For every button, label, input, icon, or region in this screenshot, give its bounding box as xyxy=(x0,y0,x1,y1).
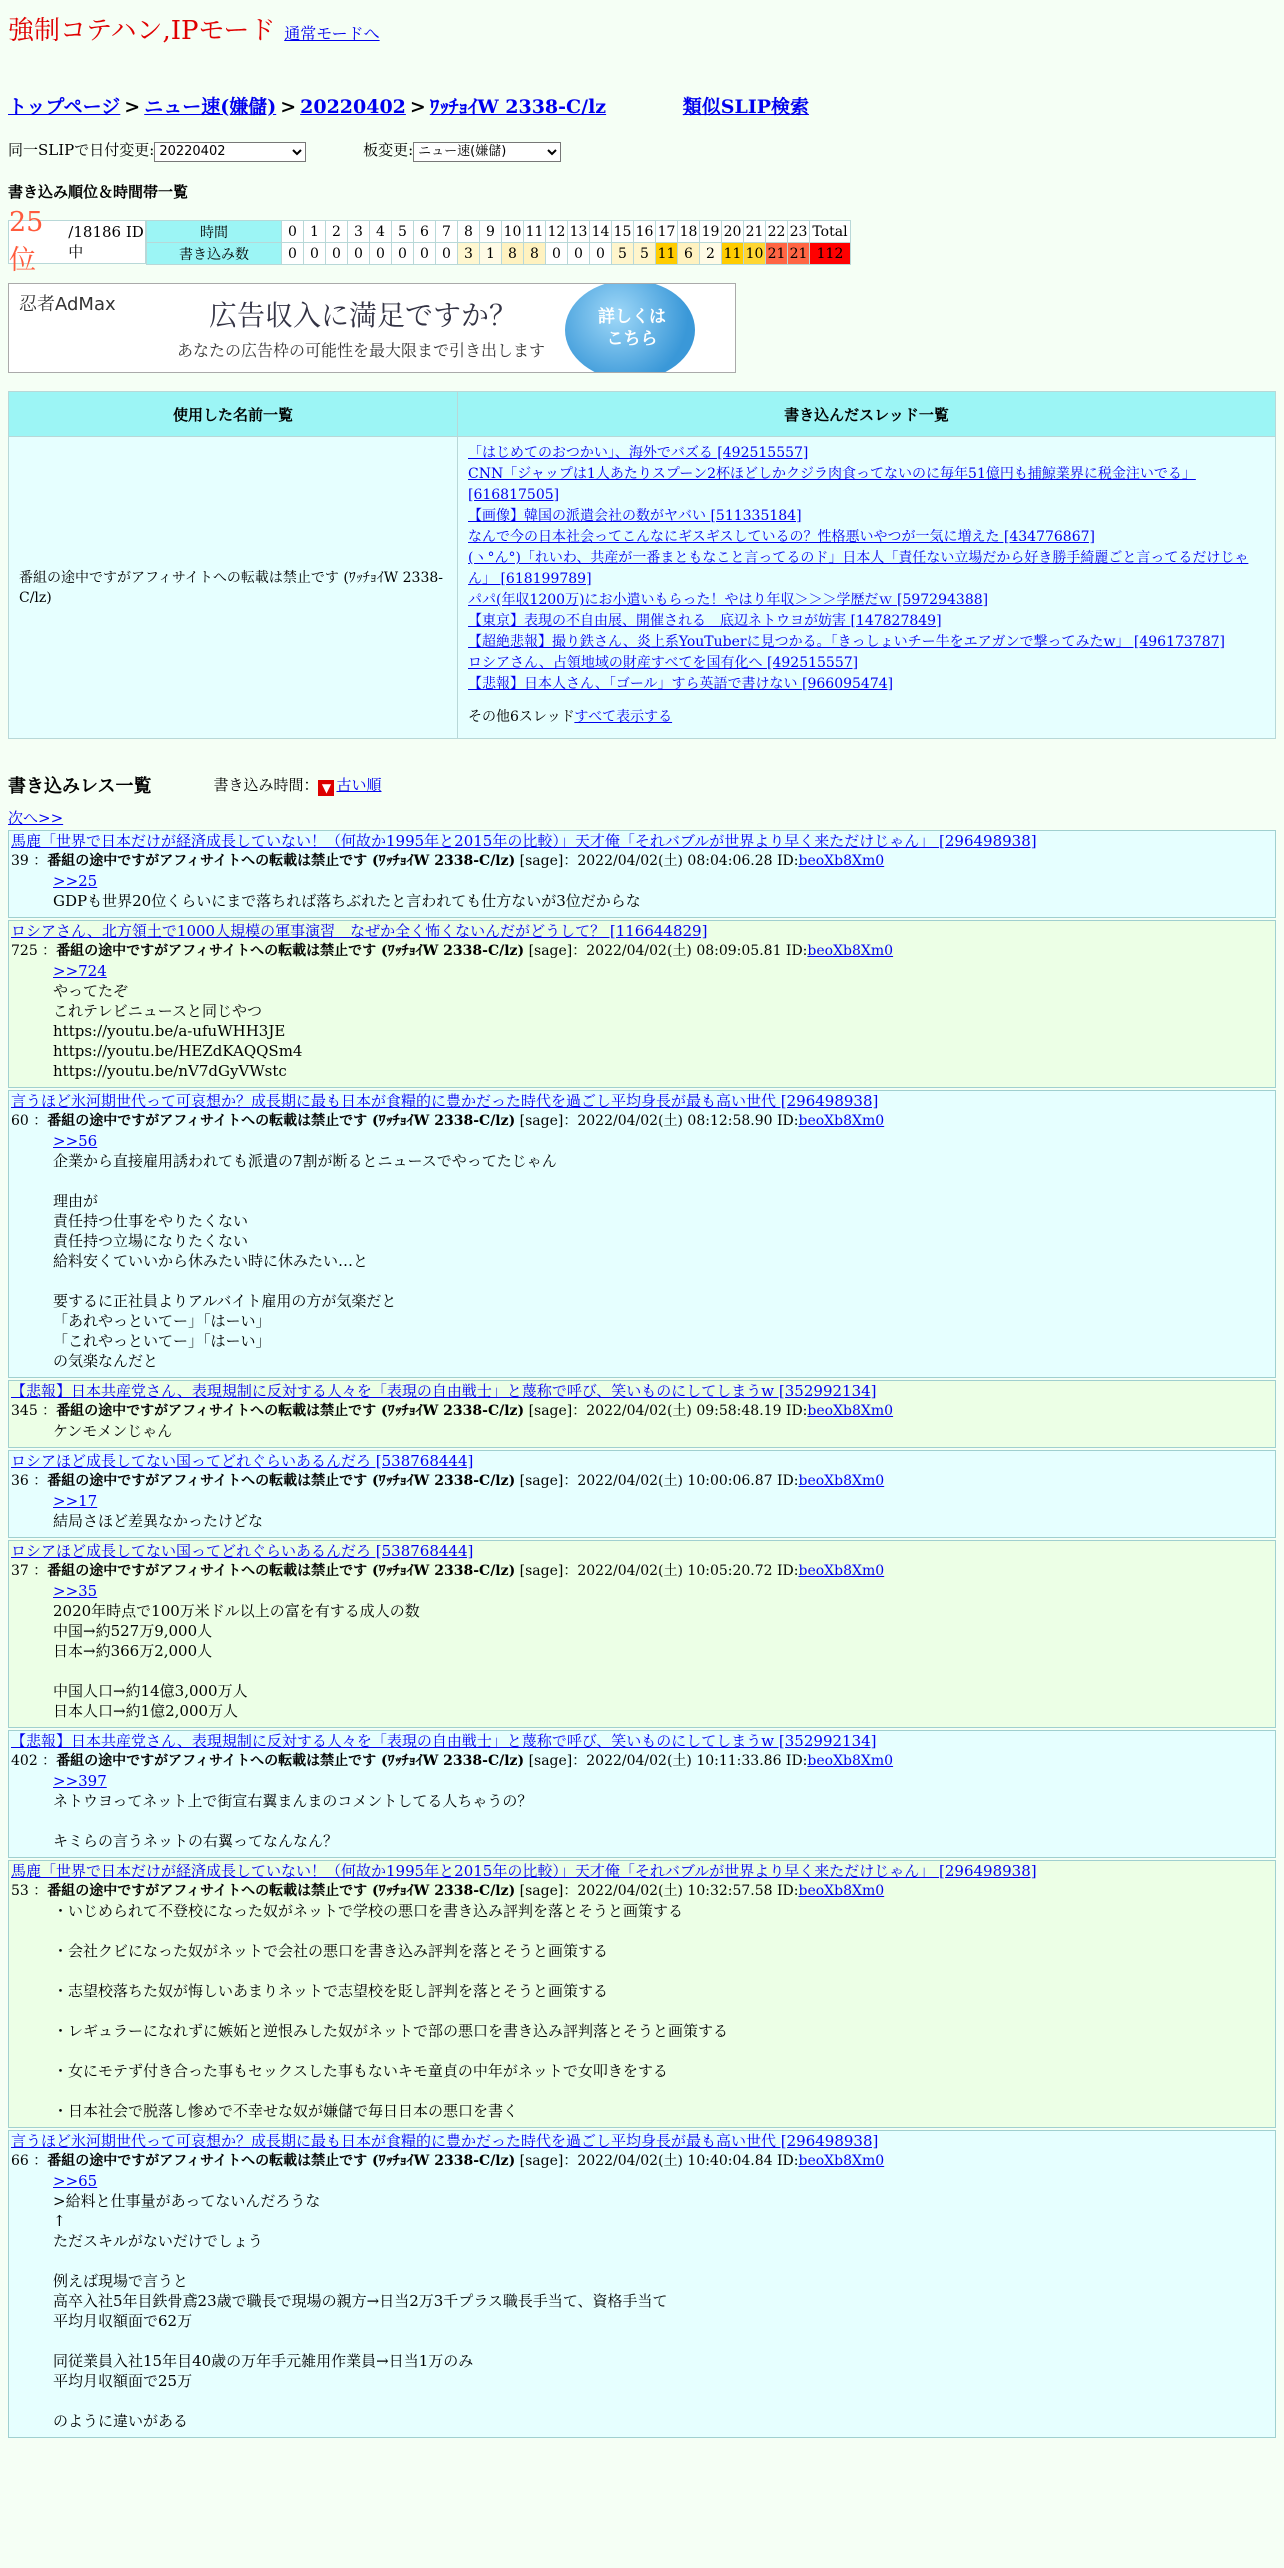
post-item xyxy=(8,830,1276,918)
thread-link[interactable]: 【画像】韓国の派遣会社の数がヤバい [511335184] xyxy=(468,508,802,524)
reply-anchor-link[interactable]: >>397 xyxy=(53,1772,107,1790)
show-all-threads-link[interactable]: すべて表示する xyxy=(574,709,673,725)
post-author-name: 番組の途中ですがアフィサイトへの転載は禁止です (ﾜｯﾁｮｲW 2338-C/lz) xyxy=(47,853,516,869)
post-date: [sage]：2022/04/02(土) 08:09:05.81 ID: xyxy=(528,943,808,959)
post-item xyxy=(8,1540,1276,1728)
count-cell: 0 xyxy=(326,243,348,265)
post-meta: 53 ：番組の途中ですがアフィサイトへの転載は禁止です (ﾜｯﾁｮｲW 2338-C/lz) [sage]：2022/04/02(土) 10:32:57.58 ID:beoXb8Xm0 xyxy=(11,1883,885,1899)
post-date: [sage]：2022/04/02(土) 08:04:06.28 ID: xyxy=(519,853,799,869)
post-text: ケンモメンじゃん xyxy=(53,1422,173,1440)
post-number: 37 xyxy=(11,1563,29,1579)
hour-cell: 2 xyxy=(326,221,348,243)
thread-link[interactable]: 「はじめてのおつかい」、海外でバズる [492515557] xyxy=(468,445,809,461)
count-cell: 8 xyxy=(502,243,524,265)
ad-banner[interactable] xyxy=(8,283,736,373)
hour-cell: 18 xyxy=(678,221,700,243)
thread-list-cell xyxy=(458,437,1276,739)
post-author-name: 番組の途中ですがアフィサイトへの転載は禁止です (ﾜｯﾁｮｲW 2338-C/lz) xyxy=(47,1883,516,1899)
post-id-link[interactable]: beoXb8Xm0 xyxy=(798,1883,885,1899)
reply-anchor-link[interactable]: >>65 xyxy=(53,2172,98,2190)
post-id-link[interactable]: beoXb8Xm0 xyxy=(807,1403,894,1419)
hour-cell: 5 xyxy=(392,221,414,243)
mode-title: 強制コテハン,IPモード xyxy=(8,16,276,46)
hour-cell: 14 xyxy=(590,221,612,243)
thread-link[interactable]: 【悲報】日本人さん、「ゴール」すら英語で書けない [966095474] xyxy=(468,676,894,692)
post-item xyxy=(8,1730,1276,1858)
breadcrumb-board-link[interactable]: ニュー速(嫌儲) xyxy=(144,96,277,118)
ad-detail-button[interactable]: 詳しくはこちら xyxy=(598,307,666,349)
other-threads-count: その他6スレッド xyxy=(468,709,575,725)
post-body xyxy=(11,871,1273,911)
post-thread-link[interactable]: ロシアほど成長してない国ってどれぐらいあるんだろ [538768444] xyxy=(11,1452,474,1470)
hourly-table xyxy=(146,220,851,265)
post-number: 725 xyxy=(11,943,38,959)
post-thread-link[interactable]: 言うほど氷河期世代って可哀想か？成長期に最も日本が食糧的に豊かだった時代を過ごし平均身長が最も高い世代 [296498938] xyxy=(11,2132,879,2150)
breadcrumb xyxy=(8,92,1276,119)
hour-cell: 9 xyxy=(480,221,502,243)
post-body xyxy=(11,2171,1273,2431)
hour-cell: 13 xyxy=(568,221,590,243)
post-number: 36 xyxy=(11,1473,29,1489)
count-cell: 6 xyxy=(678,243,700,265)
hour-cell: 19 xyxy=(700,221,722,243)
post-text: >給料と仕事量があってないんだろうな ↑ ただスキルがないだけでしょう 例えば現場で言うと 高卒入社5年目鉄骨鳶23歳で職長で現場の親方→日当2万3千プラス職長手当て、資格手当て 平均月収額面で62万 同従業員入社15年目40歳の万年手元雑用作業員→日当1万のみ 平均月収額面で25万 のように違いがある xyxy=(53,2192,668,2430)
post-thread-link[interactable]: 馬鹿「世界で日本だけが経済成長していない！（何故か1995年と2015年の比較）」天才俺「それバブルが世界より早く来ただけじゃん」 [296498938] xyxy=(11,832,1037,850)
count-cell: 0 xyxy=(304,243,326,265)
post-number: 53 xyxy=(11,1883,29,1899)
hour-cell: 3 xyxy=(348,221,370,243)
post-meta: 66 ：番組の途中ですがアフィサイトへの転載は禁止です (ﾜｯﾁｮｲW 2338-C/lz) [sage]：2022/04/02(土) 10:40:04.84 ID:beoXb8Xm0 xyxy=(11,2153,885,2169)
sort-time-label: 書き込み時間： xyxy=(213,776,319,794)
thread-link[interactable]: CNN「ジャップは1人あたりスプーン2杯ほどしかクジラ肉食ってないのに毎年51億円も捕鯨業界に税金注いでる」 [616817505] xyxy=(468,466,1196,503)
post-item xyxy=(8,1860,1276,2128)
posts-title: 書き込みレス一覧 xyxy=(8,776,152,797)
mode-header xyxy=(8,10,1276,46)
hour-cell: 10 xyxy=(502,221,524,243)
post-meta: 402 ：番組の途中ですがアフィサイトへの転載は禁止です (ﾜｯﾁｮｲW 2338-C/lz) [sage]：2022/04/02(土) 10:11:33.86 ID:beoXb8Xm0 xyxy=(11,1753,894,1769)
count-cell: 11 xyxy=(656,243,678,265)
breadcrumb-slip-link[interactable]: ﾜｯﾁｮｲW 2338-C/lz xyxy=(429,96,607,118)
date-select[interactable] xyxy=(154,142,306,162)
post-body xyxy=(11,1491,1273,1531)
count-cell: 0 xyxy=(590,243,612,265)
post-text: GDPも世界20位くらいにまで落ちれば落ちぶれたと言われても仕方ないが3位だからな xyxy=(53,892,641,910)
hour-cell: 7 xyxy=(436,221,458,243)
reply-anchor-link[interactable]: >>17 xyxy=(53,1492,98,1510)
count-cell: 8 xyxy=(524,243,546,265)
date-change-label: 同一SLIPで日付変更: xyxy=(8,141,155,159)
post-author-name: 番組の途中ですがアフィサイトへの転載は禁止です (ﾜｯﾁｮｲW 2338-C/lz) xyxy=(47,1563,516,1579)
thread-link[interactable]: 【東京】表現の不自由展、開催される 底辺ネトウヨが妨害 [147827849] xyxy=(468,613,942,629)
thread-link[interactable]: 【超絶悲報】撮り鉄さん、炎上系YouTuberに見つかる。「きっしょいチー牛をエアガンで撃ってみたw」 [496173787] xyxy=(468,634,1225,650)
reply-anchor-link[interactable]: >>35 xyxy=(53,1582,98,1600)
post-date: [sage]：2022/04/02(土) 10:11:33.86 ID: xyxy=(528,1753,808,1769)
post-thread-link[interactable]: 【悲報】日本共産党さん、表現規制に反対する人々を「表現の自由戦士」と蔑称で呼び、笑いものにしてしまうw [352992134] xyxy=(11,1732,877,1750)
thread-list xyxy=(468,443,1265,695)
post-author-name: 番組の途中ですがアフィサイトへの転載は禁止です (ﾜｯﾁｮｲW 2338-C/lz) xyxy=(56,943,525,959)
post-date: [sage]：2022/04/02(土) 10:00:06.87 ID: xyxy=(519,1473,799,1489)
count-cell: 0 xyxy=(568,243,590,265)
post-list xyxy=(8,830,1276,2438)
post-meta: 345 ：番組の途中ですがアフィサイトへの転載は禁止です (ﾜｯﾁｮｲW 2338-C/lz) [sage]：2022/04/02(土) 09:58:48.19 ID:beoXb8Xm0 xyxy=(11,1403,894,1419)
ranking-row xyxy=(8,207,1276,276)
rank-number: 25 位 xyxy=(9,207,44,276)
rank-total: /18186 ID中 xyxy=(68,222,144,261)
rank-cell xyxy=(8,207,146,276)
post-body xyxy=(11,961,1273,1081)
post-text: 結局さほど差異なかったけどな xyxy=(53,1512,264,1530)
post-number: 60 xyxy=(11,1113,29,1129)
thread-link[interactable]: (ヽ°ん°)「れいわ、共産が一番まともなこと言ってるのド」日本人「責任ない立場だから好き勝手綺麗ごと言ってるだけじゃん」 [618199789] xyxy=(468,550,1249,587)
count-cell: 1 xyxy=(480,243,502,265)
post-body xyxy=(11,1901,1273,2121)
breadcrumb-top-link[interactable]: トップページ xyxy=(8,96,121,118)
post-meta: 39 ：番組の途中ですがアフィサイトへの転載は禁止です (ﾜｯﾁｮｲW 2338-C/lz) [sage]：2022/04/02(土) 08:04:06.28 ID:beoXb8Xm0 xyxy=(11,853,885,869)
hour-cell: 15 xyxy=(612,221,634,243)
sort-oldest-link[interactable]: 古い順 xyxy=(336,776,382,794)
post-date: [sage]：2022/04/02(土) 09:58:48.19 ID: xyxy=(528,1403,808,1419)
post-text: ・いじめられて不登校になった奴がネットで学校の悪口を書き込み評判を落とそうと画策する ・会社クビになった奴がネットで会社の悪口を書き込み評判を落とそうと画策する ・志望校落ちた奴が悔しいあまりネットで志望校を貶し評判を落とそうと画策する ・レギュラーになれずに嫉妬と逆恨みした奴がネットで部の悪口を書き込み評判落とそうと画策する ・女にモテず付き合った事もセックスした事もないキモ童貞の中年がネットで女叩きをする ・日本社会で脱落し惨めで不幸せな奴が嫌儲で毎日日本の悪口を書く xyxy=(53,1902,729,2120)
hour-cell: 23 xyxy=(788,221,810,243)
hour-cell: 8 xyxy=(458,221,480,243)
count-cell: 5 xyxy=(612,243,634,265)
sort-down-icon: ▼ xyxy=(318,780,334,796)
hour-cell: 1 xyxy=(304,221,326,243)
breadcrumb-date-link[interactable]: 20220402 xyxy=(300,96,406,118)
ranking-heading: 書き込み順位＆時間帯一覧 xyxy=(8,183,189,201)
hours-label: 時間 xyxy=(147,221,282,243)
post-body xyxy=(11,1771,1273,1851)
hour-cell: Total xyxy=(810,221,851,243)
post-id-link[interactable]: beoXb8Xm0 xyxy=(798,1473,885,1489)
hour-cell: 16 xyxy=(634,221,656,243)
next-page-link[interactable]: 次へ>> xyxy=(8,809,64,827)
threads-column-header: 書き込んだスレッド一覧 xyxy=(458,392,1276,437)
sort-label xyxy=(213,774,381,796)
post-id-link[interactable]: beoXb8Xm0 xyxy=(807,1753,894,1769)
used-name: 番組の途中ですがアフィサイトへの転載は禁止です (ﾜｯﾁｮｲW 2338-C/lz) xyxy=(9,437,458,739)
board-change-label: 板変更: xyxy=(363,141,414,159)
post-number: 66 xyxy=(11,2153,29,2169)
count-cell: 2 xyxy=(700,243,722,265)
hour-cell: 4 xyxy=(370,221,392,243)
post-author-name: 番組の途中ですがアフィサイトへの転載は禁止です (ﾜｯﾁｮｲW 2338-C/lz) xyxy=(47,1473,516,1489)
hour-cell: 0 xyxy=(282,221,304,243)
count-cell: 10 xyxy=(744,243,766,265)
post-date: [sage]：2022/04/02(土) 10:32:57.58 ID: xyxy=(519,1883,799,1899)
post-id-link[interactable]: beoXb8Xm0 xyxy=(798,1113,885,1129)
count-cell: 21 xyxy=(788,243,810,265)
counts-row xyxy=(147,243,851,265)
post-body xyxy=(11,1131,1273,1371)
post-thread-link[interactable]: 馬鹿「世界で日本だけが経済成長していない！（何故か1995年と2015年の比較）」天才俺「それバブルが世界より早く来ただけじゃん」 [296498938] xyxy=(11,1862,1037,1880)
ad-headline: 広告収入に満足ですか？ xyxy=(209,299,518,332)
post-item xyxy=(8,920,1276,1088)
reply-anchor-link[interactable]: >>724 xyxy=(53,962,107,980)
post-body xyxy=(11,1581,1273,1721)
reply-anchor-link[interactable]: >>25 xyxy=(53,872,98,890)
count-cell: 112 xyxy=(810,243,851,265)
post-text: 2020年時点で100万米ドル以上の富を有する成人の数 中国→約527万9,000人 日本→約366万2,000人 中国人口→約14億3,000万人 日本人口→約1億2,000万人 xyxy=(53,1602,420,1720)
post-text: 企業から直接雇用誘われても派遣の7割が断るとニュースでやってたじゃん 理由が 責任持つ仕事をやりたくない 責任持つ立場になりたくない 給料安くていいから休みたい時に休みたい…と 要するに正社員よりアルバイト雇用の方が気楽だと 「あれやっといてー」「はーい」 「これやっといてー」「はーい」 の気楽なんだと xyxy=(53,1152,557,1370)
post-body xyxy=(11,1421,1273,1441)
count-cell: 0 xyxy=(436,243,458,265)
board-select[interactable] xyxy=(413,142,561,162)
counts-label: 書き込み数 xyxy=(147,243,282,265)
post-thread-link[interactable]: 【悲報】日本共産党さん、表現規制に反対する人々を「表現の自由戦士」と蔑称で呼び、笑いものにしてしまうw [352992134] xyxy=(11,1382,877,1400)
select-row xyxy=(8,139,1276,165)
count-cell: 0 xyxy=(370,243,392,265)
post-text: やってたぞ これテレビニュースと同じやつ https://youtu.be/a-ufuWHH3JE https://youtu.be/HEZdKAQQSm4 https://youtu.be/nV7dGyVWstc xyxy=(53,982,303,1080)
post-text: ネトウヨってネット上で街宣右翼まんまのコメントしてる人ちゃうの？ キミらの言うネットの右翼ってなんなん？ xyxy=(53,1792,533,1850)
post-item xyxy=(8,1090,1276,1378)
thread-link[interactable]: ロシアさん、占領地域の財産すべてを国有化へ [492515557] xyxy=(468,655,859,671)
post-thread-link[interactable]: ロシアさん、北方領土で1000人規模の軍事演習 なぜか全く怖くないんだがどうして？ [116644829] xyxy=(11,922,708,940)
names-threads-table xyxy=(8,391,1276,739)
breadcrumb-separator: > xyxy=(124,96,141,118)
post-number: 402 xyxy=(11,1753,38,1769)
normal-mode-link[interactable]: 通常モードへ xyxy=(284,24,380,43)
post-item xyxy=(8,2130,1276,2438)
hour-cell: 20 xyxy=(722,221,744,243)
count-cell: 0 xyxy=(392,243,414,265)
count-cell: 0 xyxy=(414,243,436,265)
post-id-link[interactable]: beoXb8Xm0 xyxy=(798,2153,885,2169)
hour-cell: 11 xyxy=(524,221,546,243)
count-cell: 3 xyxy=(458,243,480,265)
breadcrumb-separator: > xyxy=(409,96,426,118)
post-meta: 725 ：番組の途中ですがアフィサイトへの転載は禁止です (ﾜｯﾁｮｲW 2338-C/lz) [sage]：2022/04/02(土) 08:09:05.81 ID:beoXb8Xm0 xyxy=(11,943,894,959)
hour-cell: 12 xyxy=(546,221,568,243)
post-item xyxy=(8,1450,1276,1538)
post-date: [sage]：2022/04/02(土) 08:12:58.90 ID: xyxy=(519,1113,799,1129)
names-column-header: 使用した名前一覧 xyxy=(9,392,458,437)
hour-cell: 6 xyxy=(414,221,436,243)
count-cell: 0 xyxy=(546,243,568,265)
breadcrumb-separator: > xyxy=(280,96,297,118)
post-meta: 60 ：番組の途中ですがアフィサイトへの転載は禁止です (ﾜｯﾁｮｲW 2338-C/lz) [sage]：2022/04/02(土) 08:12:58.90 ID:beoXb8Xm0 xyxy=(11,1113,885,1129)
count-cell: 5 xyxy=(634,243,656,265)
post-number: 39 xyxy=(11,853,29,869)
count-cell: 0 xyxy=(348,243,370,265)
count-cell: 11 xyxy=(722,243,744,265)
post-id-link[interactable]: beoXb8Xm0 xyxy=(807,943,894,959)
post-author-name: 番組の途中ですがアフィサイトへの転載は禁止です (ﾜｯﾁｮｲW 2338-C/lz) xyxy=(56,1753,525,1769)
ad-subtext: あなたの広告枠の可能性を最大限まで引き出します xyxy=(177,341,546,360)
post-author-name: 番組の途中ですがアフィサイトへの転載は禁止です (ﾜｯﾁｮｲW 2338-C/lz) xyxy=(47,2153,516,2169)
hour-cell: 22 xyxy=(766,221,788,243)
post-date: [sage]：2022/04/02(土) 10:40:04.84 ID: xyxy=(519,2153,799,2169)
thread-link[interactable]: パパ(年収1200万)にお小遣いもらった！やはり年収＞＞＞学歴だｗ [597294388] xyxy=(468,592,989,608)
ad-brand: 忍者AdMax xyxy=(19,294,116,315)
post-meta: 37 ：番組の途中ですがアフィサイトへの転載は禁止です (ﾜｯﾁｮｲW 2338-C/lz) [sage]：2022/04/02(土) 10:05:20.72 ID:beoXb8Xm0 xyxy=(11,1563,885,1579)
thread-link[interactable]: なんで今の日本社会ってこんなにギスギスしているの？性格悪いやつが一気に増えた [434776867] xyxy=(468,529,1095,545)
post-thread-link[interactable]: 言うほど氷河期世代って可哀想か？成長期に最も日本が食糧的に豊かだった時代を過ごし平均身長が最も高い世代 [296498938] xyxy=(11,1092,879,1110)
post-id-link[interactable]: beoXb8Xm0 xyxy=(798,853,885,869)
post-author-name: 番組の途中ですがアフィサイトへの転載は禁止です (ﾜｯﾁｮｲW 2338-C/lz) xyxy=(47,1113,516,1129)
other-threads xyxy=(468,707,1265,728)
count-cell: 21 xyxy=(766,243,788,265)
similar-slip-search-link[interactable]: 類似SLIP検索 xyxy=(682,96,809,118)
post-date: [sage]：2022/04/02(土) 10:05:20.72 ID: xyxy=(519,1563,799,1579)
count-cell: 0 xyxy=(282,243,304,265)
hour-cell: 17 xyxy=(656,221,678,243)
hour-cell: 21 xyxy=(744,221,766,243)
posts-header xyxy=(8,773,1276,797)
post-thread-link[interactable]: ロシアほど成長してない国ってどれぐらいあるんだろ [538768444] xyxy=(11,1542,474,1560)
post-item xyxy=(8,1380,1276,1448)
post-author-name: 番組の途中ですがアフィサイトへの転載は禁止です (ﾜｯﾁｮｲW 2338-C/lz) xyxy=(56,1403,525,1419)
post-meta: 36 ：番組の途中ですがアフィサイトへの転載は禁止です (ﾜｯﾁｮｲW 2338-C/lz) [sage]：2022/04/02(土) 10:00:06.87 ID:beoXb8Xm0 xyxy=(11,1473,885,1489)
hours-row xyxy=(147,221,851,243)
reply-anchor-link[interactable]: >>56 xyxy=(53,1132,98,1150)
post-id-link[interactable]: beoXb8Xm0 xyxy=(798,1563,885,1579)
post-number: 345 xyxy=(11,1403,38,1419)
